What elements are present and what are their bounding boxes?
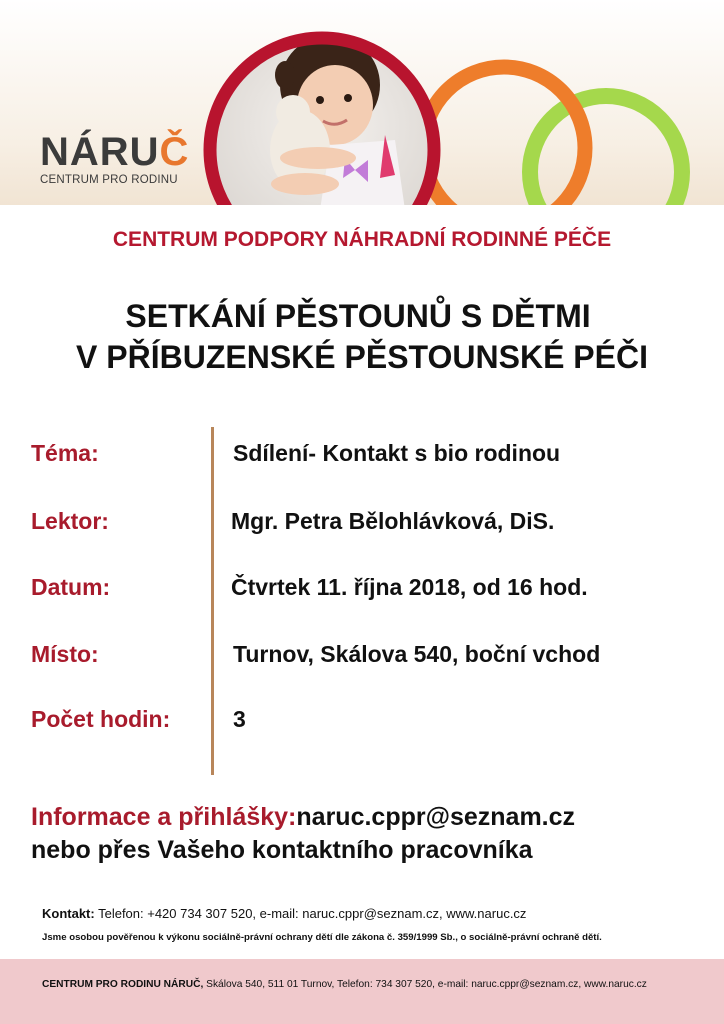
organization-title: CENTRUM PODPORY NÁHRADNÍ RODINNÉ PÉČE (112, 228, 612, 251)
date-label: Datum: (31, 574, 111, 600)
hours-label: Počet hodin: (31, 706, 171, 732)
lecturer-value: Mgr. Petra Bělohlávková, DiS. (231, 508, 555, 534)
contact-label: Kontakt: (42, 906, 95, 921)
vertical-divider (211, 427, 214, 775)
orange-ring (423, 67, 585, 205)
topic-label: Téma: (31, 440, 99, 466)
registration-line-2: nebo přes Vašeho kontaktního pracovníka (31, 836, 533, 864)
green-ring (530, 96, 682, 205)
logo-subtitle: CENTRUM PRO RODINU (40, 174, 178, 186)
topic-value: Sdílení- Kontakt s bio rodinou (233, 440, 561, 466)
event-title (0, 296, 724, 378)
registration-label: Informace a přihlášky: (31, 803, 297, 831)
date-value: Čtvrtek 11. října 2018, od 16 hod. (231, 574, 588, 600)
logo-wordmark (40, 132, 189, 172)
contact-text: Telefon: +420 734 307 520, e-mail: naruc.cppr@seznam.cz, www.naruc.cz (94, 906, 527, 921)
event-title-line-1: SETKÁNÍ PĚSTOUNŮ S DĚTMI (125, 298, 591, 334)
registration-email: naruc.cppr@seznam.cz (296, 803, 576, 831)
event-title-line-2: V PŘÍBUZENSKÉ PĚSTOUNSKÉ PÉČI (76, 339, 648, 375)
place-value: Turnov, Skálova 540, boční vchod (233, 641, 601, 667)
footer-bar (0, 959, 724, 1024)
footer-text (42, 979, 647, 990)
lecturer-label: Lektor: (31, 508, 109, 534)
hours-value: 3 (233, 706, 246, 732)
logo-prefix: NÁRU (40, 130, 160, 174)
naruc-logo (40, 132, 189, 186)
logo-accent-letter: Č (159, 130, 190, 174)
registration-info (31, 801, 575, 867)
footer-address: Skálova 540, 511 01 Turnov, Telefon: 734 307 520, e-mail: naruc.cppr@seznam.cz, www.naruc.cz (203, 979, 647, 990)
registration-line-1 (31, 801, 575, 834)
footer-org: CENTRUM PRO RODINU NÁRUČ, (42, 979, 204, 990)
child-photo (200, 30, 450, 205)
place-label: Místo: (31, 641, 99, 667)
header-banner (0, 0, 724, 205)
contact-line (42, 906, 526, 921)
legal-notice: Jsme osobou pověřenou k výkonu sociálně-právní ochrany dětí dle zákona č. 359/1999 Sb., o sociálně-právní ochraně dětí. (42, 932, 602, 943)
